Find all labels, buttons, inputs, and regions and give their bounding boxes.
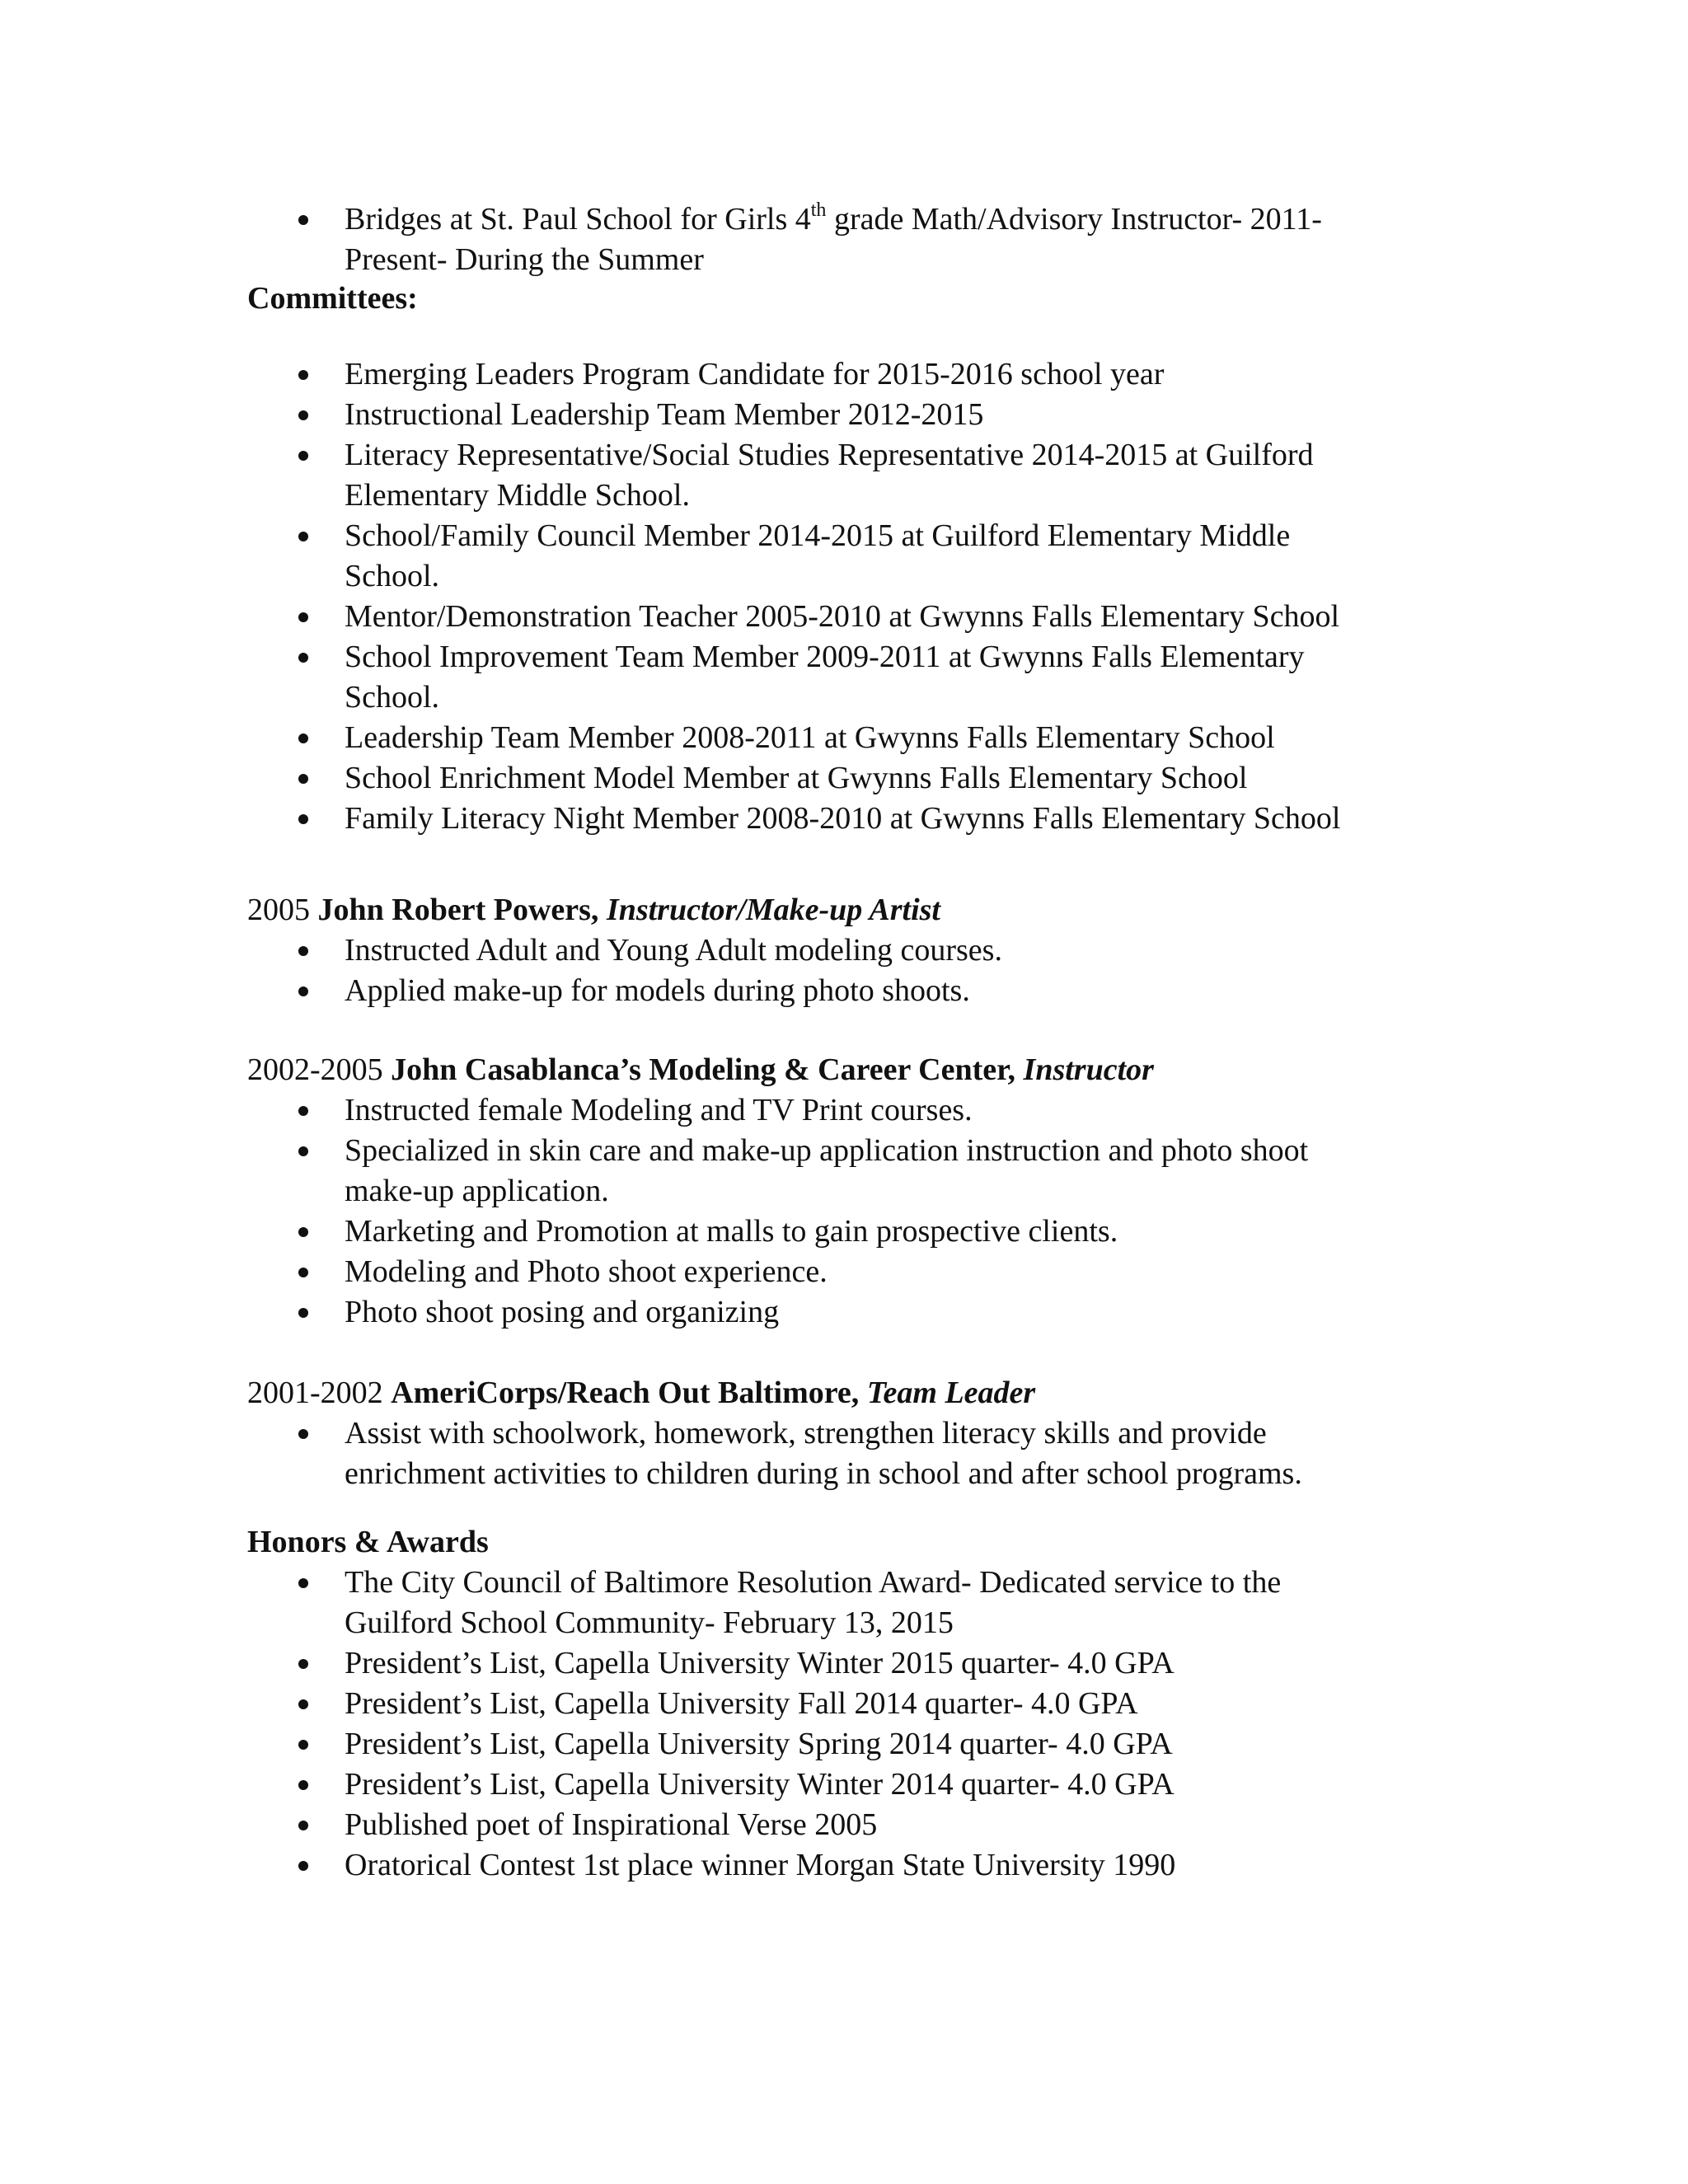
- bullet-icon: [298, 1780, 308, 1790]
- job-role: Instructor/Make-up Artist: [606, 893, 940, 927]
- bullet-icon: [298, 946, 308, 956]
- committees-heading: Committees:: [247, 281, 418, 316]
- bullet-icon: [298, 733, 308, 743]
- bullet-icon: [298, 987, 308, 996]
- job-section-1: [247, 889, 1418, 1011]
- list-item: [247, 1292, 1418, 1333]
- job-section-3: [247, 1372, 1418, 1494]
- list-item: [247, 1131, 1418, 1212]
- list-item-text: Marketing and Promotion at malls to gain prospective clients.: [345, 1214, 1118, 1249]
- job-years: 2005: [247, 893, 318, 927]
- bullet-icon: [298, 451, 308, 461]
- list-item: [247, 1724, 1418, 1765]
- honors-list: [247, 1563, 1418, 1886]
- job-duties-list: [247, 930, 1418, 1011]
- bullet-icon: [298, 1429, 308, 1439]
- list-item: [247, 1684, 1418, 1724]
- list-item-text: Leadership Team Member 2008-2011 at Gwynns Falls Elementary School: [345, 720, 1275, 755]
- list-item: [247, 1413, 1418, 1494]
- list-item-text: School Improvement Team Member 2009-2011 at Gwynns Falls Elementary: [345, 640, 1305, 674]
- list-item-text: School.: [345, 559, 440, 593]
- intro-text-pre: Bridges at St. Paul School for Girls 4: [345, 202, 811, 237]
- list-item-text: School Enrichment Model Member at Gwynns Falls Elementary School: [345, 761, 1248, 795]
- honors-heading: Honors & Awards: [247, 1525, 489, 1559]
- bullet-icon: [298, 1227, 308, 1237]
- committees-list: [247, 354, 1418, 839]
- intro-text-sup: th: [810, 199, 827, 222]
- bullet-icon: [298, 1268, 308, 1277]
- list-item-text: School/Family Council Member 2014-2015 at Guilford Elementary Middle: [345, 518, 1291, 553]
- list-item-text: Instructed Adult and Young Adult modeling courses.: [345, 933, 1002, 968]
- list-item-text: Modeling and Photo shoot experience.: [345, 1254, 828, 1289]
- job-section-2: [247, 1049, 1418, 1333]
- job-role: Instructor: [1023, 1052, 1154, 1087]
- list-item-text: President’s List, Capella University Winter 2014 quarter- 4.0 GPA: [345, 1767, 1175, 1802]
- honors-section: [247, 1521, 1418, 1886]
- bullet-icon: [298, 774, 308, 784]
- job-years: 2002-2005: [247, 1052, 392, 1087]
- bullet-icon: [298, 532, 308, 541]
- job-heading: [247, 1372, 1418, 1413]
- list-item-text: Guilford School Community- February 13, 2015: [345, 1605, 954, 1640]
- list-item-text: make-up application.: [345, 1174, 609, 1208]
- list-item: [247, 1252, 1418, 1292]
- list-item: [247, 1643, 1418, 1684]
- bullet-icon: [298, 1740, 308, 1750]
- job-duties-list: [247, 1090, 1418, 1333]
- list-item-text: Oratorical Contest 1st place winner Morgan State University 1990: [345, 1848, 1176, 1882]
- list-item: [247, 435, 1418, 516]
- list-item-text: Family Literacy Night Member 2008-2010 at Gwynns Falls Elementary School: [345, 801, 1341, 836]
- list-item-text: Specialized in skin care and make-up application instruction and photo shoot: [345, 1133, 1309, 1168]
- list-item-text: Published poet of Inspirational Verse 2005: [345, 1807, 878, 1842]
- bullet-icon: [298, 410, 308, 420]
- intro-text-line2: Present- During the Summer: [345, 242, 704, 277]
- list-item: [247, 1090, 1418, 1131]
- list-item-text: Mentor/Demonstration Teacher 2005-2010 at Gwynns Falls Elementary School: [345, 599, 1340, 634]
- job-role: Team Leader: [866, 1376, 1036, 1410]
- job-heading: [247, 889, 1418, 930]
- list-item-text: Photo shoot posing and organizing: [345, 1295, 780, 1329]
- list-item: [247, 1765, 1418, 1805]
- committees-list-block: [247, 354, 1418, 839]
- list-item: [247, 637, 1418, 718]
- list-item-text: Assist with schoolwork, homework, strengthen literacy skills and provide: [345, 1416, 1267, 1451]
- job-org: John Casablanca’s Modeling & Career Center,: [391, 1052, 1024, 1087]
- intro-text-post: grade Math/Advisory Instructor- 2011-: [826, 202, 1322, 237]
- job-org: AmeriCorps/Reach Out Baltimore,: [391, 1376, 867, 1410]
- list-item: [247, 971, 1418, 1011]
- list-item-text: Instructional Leadership Team Member 2012-2015: [345, 397, 984, 432]
- list-item: [247, 354, 1418, 395]
- bullet-icon: [298, 1861, 308, 1871]
- job-years: 2001-2002: [247, 1376, 392, 1410]
- list-item: [247, 758, 1418, 799]
- list-item: [247, 718, 1418, 758]
- intro-section: [247, 199, 1418, 280]
- intro-list: [247, 199, 1418, 280]
- list-item: [247, 1845, 1418, 1886]
- list-item-text: Emerging Leaders Program Candidate for 2015-2016 school year: [345, 357, 1165, 391]
- list-item: [247, 930, 1418, 971]
- job-heading: [247, 1049, 1418, 1090]
- bullet-icon: [298, 612, 308, 622]
- list-item-text: President’s List, Capella University Spring 2014 quarter- 4.0 GPA: [345, 1727, 1173, 1761]
- bullet-icon: [298, 1308, 308, 1318]
- job-duties-list: [247, 1413, 1418, 1494]
- list-item: [247, 516, 1418, 597]
- list-item: [247, 199, 1418, 280]
- committees-section: [247, 278, 1418, 319]
- list-item: [247, 799, 1418, 839]
- list-item-text: Elementary Middle School.: [345, 478, 690, 513]
- bullet-icon: [298, 370, 308, 380]
- bullet-icon: [298, 1659, 308, 1669]
- bullet-icon: [298, 1146, 308, 1156]
- list-item-text: President’s List, Capella University Winter 2015 quarter- 4.0 GPA: [345, 1646, 1175, 1680]
- job-org: John Robert Powers,: [317, 893, 607, 927]
- list-item: [247, 1212, 1418, 1252]
- list-item-text: Literacy Representative/Social Studies Representative 2014-2015 at Guilford: [345, 438, 1314, 472]
- list-item-text: enrichment activities to children during in school and after school programs.: [345, 1456, 1302, 1491]
- list-item-text: School.: [345, 680, 440, 715]
- bullet-icon: [298, 1699, 308, 1709]
- list-item: [247, 597, 1418, 637]
- list-item-text: President’s List, Capella University Fall 2014 quarter- 4.0 GPA: [345, 1686, 1138, 1721]
- list-item-text: Applied make-up for models during photo shoots.: [345, 973, 970, 1008]
- list-item-text: Instructed female Modeling and TV Print courses.: [345, 1093, 973, 1127]
- list-item: [247, 1563, 1418, 1643]
- list-item-text: The City Council of Baltimore Resolution Award- Dedicated service to the: [345, 1565, 1282, 1600]
- bullet-icon: [298, 1106, 308, 1116]
- bullet-icon: [298, 1821, 308, 1830]
- bullet-icon: [298, 653, 308, 663]
- list-item: [247, 395, 1418, 435]
- bullet-icon: [298, 814, 308, 824]
- bullet-icon: [298, 1578, 308, 1588]
- list-item: [247, 1805, 1418, 1845]
- bullet-icon: [298, 215, 308, 225]
